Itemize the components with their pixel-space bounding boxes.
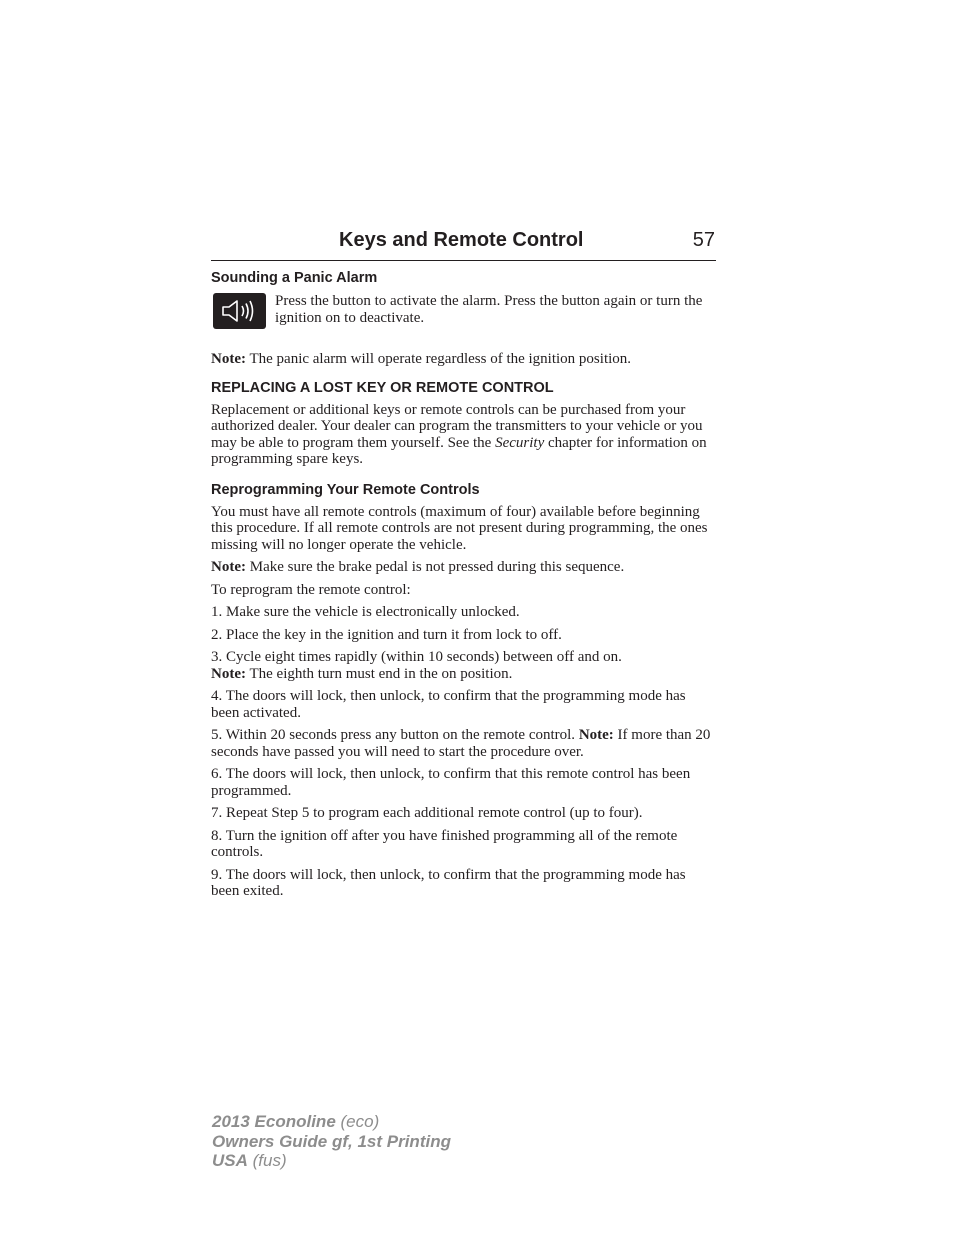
step-4: 4. The doors will lock, then unlock, to confirm that the programming mode has been activated. <box>211 688 686 721</box>
footer-model-line <box>212 1112 451 1132</box>
note-label: Note: <box>211 559 246 575</box>
reprogramming-lead: To reprogram the remote control: <box>211 581 411 598</box>
footer-guide-line: Owners Guide gf, 1st Printing <box>212 1131 451 1151</box>
note-label: Note: <box>211 351 246 367</box>
note-label: Note: <box>578 727 614 743</box>
note-label: Note: <box>211 665 246 682</box>
replacing-key-paragraph <box>211 402 716 468</box>
step-8: 8. Turn the ignition off after you have finished programming all of the remote controls. <box>211 827 678 860</box>
panic-alarm-heading: Sounding a Panic Alarm <box>211 270 378 286</box>
note-text: The eighth turn must end in the on position. <box>249 665 513 682</box>
step-3-text: 3. Cycle eight times rapidly (within 10 seconds) between off and on. <box>211 649 622 665</box>
step-5 <box>211 727 716 760</box>
reprogramming-note <box>211 559 716 576</box>
security-chapter-reference: Security <box>495 434 545 451</box>
replacing-key-heading: REPLACING A LOST KEY OR REMOTE CONTROL <box>211 379 554 396</box>
panic-alarm-speaker-icon <box>213 293 266 329</box>
footer-market-code: (fus) <box>252 1151 287 1170</box>
footer-market: USA <box>212 1151 248 1170</box>
note-text: The panic alarm will operate regardless of the ignition position. <box>249 351 632 367</box>
manual-page <box>211 229 716 900</box>
chapter-title: Keys and Remote Control <box>339 229 584 251</box>
reprogramming-heading: Reprogramming Your Remote Controls <box>211 481 480 498</box>
page-number: 57 <box>692 229 715 251</box>
step-7: 7. Repeat Step 5 to program each additional remote control (up to four). <box>211 805 643 821</box>
note-text: Make sure the brake pedal is not pressed during this sequence. <box>249 559 625 575</box>
page-footer <box>212 1112 451 1171</box>
footer-model: 2013 Econoline <box>212 1112 336 1131</box>
note-text: If more than 20 seconds have passed you will need to start the procedure over. <box>211 727 711 760</box>
step-5-text: 5. Within 20 seconds press any button on the remote control. <box>211 727 576 743</box>
panic-alarm-note <box>211 351 716 368</box>
reprogramming-intro: You must have all remote controls (maximum of four) available before beginning this procedure. If all remote controls are not present during programming, the ones missing will no longer operate the vehicle. <box>211 503 708 553</box>
step-3 <box>211 649 716 682</box>
step-6: 6. The doors will lock, then unlock, to confirm that this remote control has been programmed. <box>211 766 691 799</box>
panic-alarm-instructions: Press the button to activate the alarm. Press the button again or turn the ignition on to deactivate. <box>275 293 703 326</box>
step-1: 1. Make sure the vehicle is electronically unlocked. <box>211 604 520 620</box>
page-header <box>211 229 716 261</box>
footer-market-line <box>212 1151 451 1171</box>
replacing-text-before: Replacement or additional keys or remote controls can be purchased from your authorized dealer. Your dealer can program the transmitters to your vehicle or you may be able to program them yourself. See the <box>211 401 703 451</box>
step-9: 9. The doors will lock, then unlock, to confirm that the programming mode has been exited. <box>211 866 686 899</box>
step-2: 2. Place the key in the ignition and turn it from lock to off. <box>211 626 562 643</box>
panic-alarm-row <box>211 293 716 329</box>
footer-model-code: (eco) <box>340 1112 380 1131</box>
replacing-text-after: chapter for information on programming spare keys. <box>211 434 707 467</box>
